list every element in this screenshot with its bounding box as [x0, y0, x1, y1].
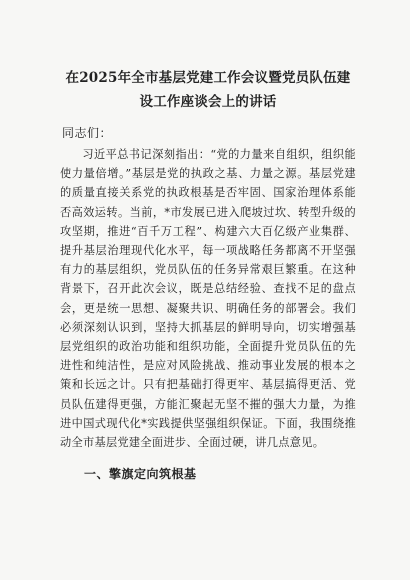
section-heading: 一、擎旗定向筑根基: [84, 467, 197, 482]
document-title: 在2025年全市基层党建工作会议暨党员队伍建设工作座谈会上的讲话: [65, 70, 351, 110]
salutation: 同志们：: [62, 126, 113, 140]
body-paragraph: 习近平总书记深刻指出：“党的力量来自组织，组织能使力量倍增。”基层是党的执政之基、力量之源。基层党建的质量直接关系党的执政根基是否牢固、国家治理体系能否高效运转。当前，*市发展已进入爬坡过坎、转型升级的攻坚期，推进“百千万工程”、构建六大百亿级产业集群、提升基层治理现代化水平，每一项战略任务都离不开坚强有力的基层组织，党员队伍的任务异常艰巨繁重。在这种背景下，召开此次会议，既是总结经验、查找不足的盘点会，更是统一思想、凝聚共识、明确任务的部署会。我们必须深刻认识到，坚持大抓基层的鲜明导向，切实增强基层党组织的政治功能和组织功能，全面提升党员队伍的先进性和纯洁性，是应对风险挑战、推动事业发展的根本之策和长远之计。只有把基础打得更牢、基层搞得更活、党员队伍建得更强，方能汇聚起无坚不摧的强大力量，为推进中国式现代化*实践提供坚强组织保证。下面，我围绕推动全市基层党建全面进步、全面过硬，讲几点意见。: [60, 148, 356, 450]
